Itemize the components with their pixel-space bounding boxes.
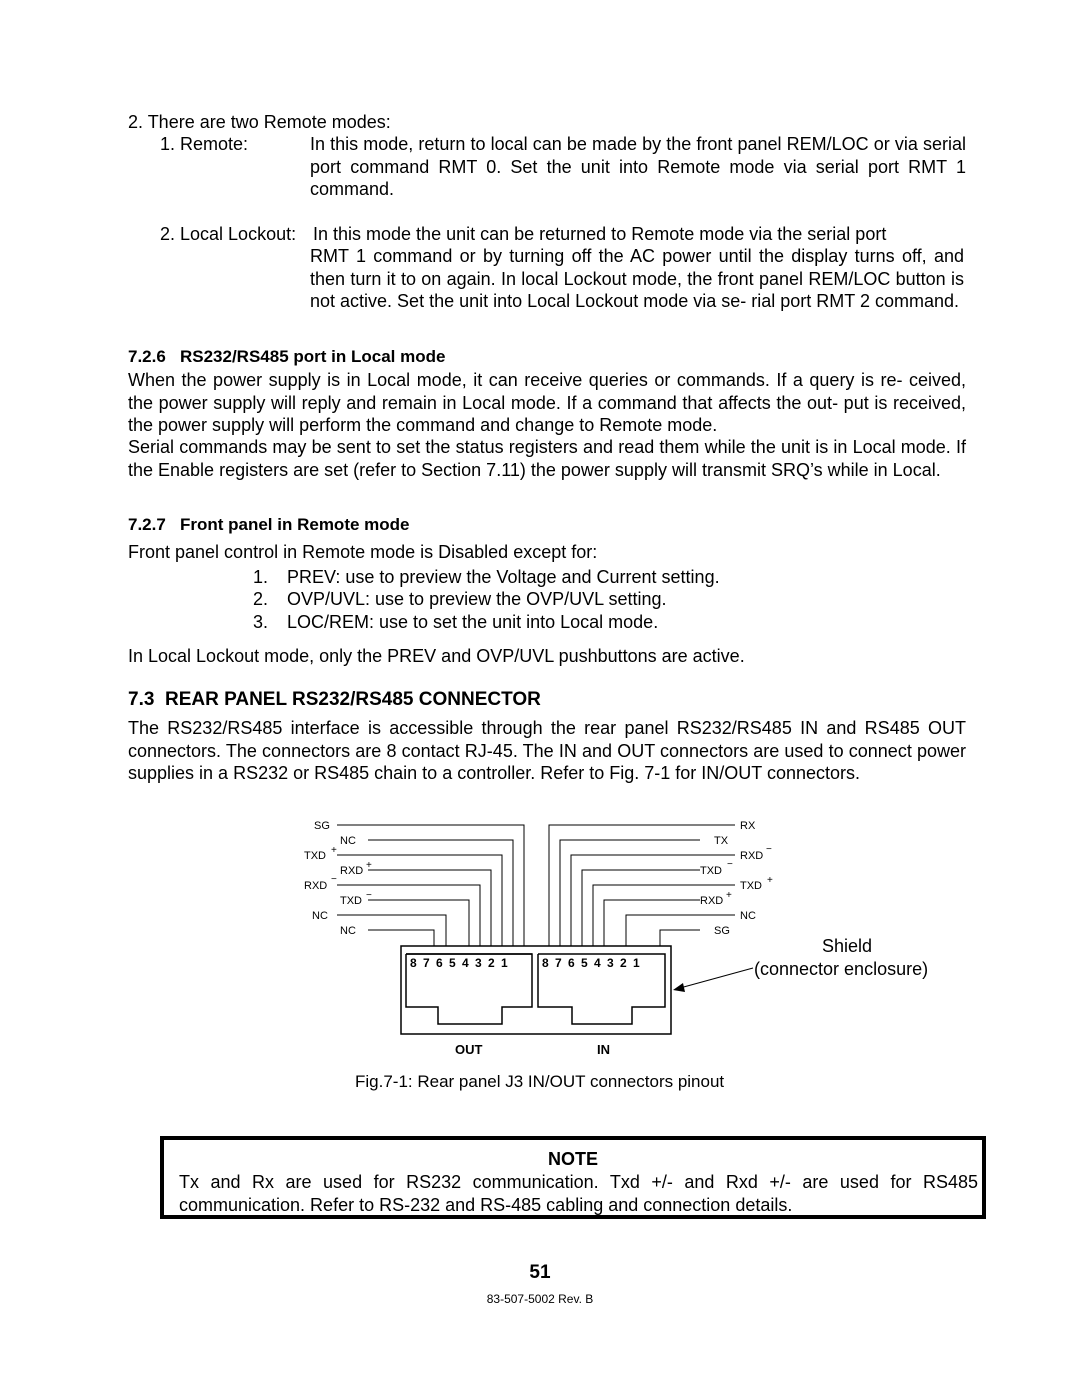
polarity-minus: − [766, 844, 772, 855]
list-item-text: OVP/UVL: use to preview the OVP/UVL setting. [287, 589, 667, 609]
polarity-plus: + [331, 845, 337, 856]
pin-label: TXD [740, 880, 762, 892]
out-label: OUT [455, 1042, 483, 1057]
document-number: 83-507-5002 Rev. B [486, 1292, 594, 1306]
in-label: IN [597, 1042, 610, 1057]
figure-caption: Fig.7-1: Rear panel J3 IN/OUT connectors pinout [355, 1072, 725, 1091]
pin-label: RXD [340, 865, 364, 877]
note-title: NOTE [547, 1149, 598, 1169]
remote-modes-intro: 2. There are two Remote modes: [128, 112, 391, 132]
section-726-heading: 7.2.6 RS232/RS485 port in Local mode [128, 347, 446, 366]
mode2-line1: In this mode the unit can be returned to Remote mode via the serial port [313, 224, 887, 244]
out-pin-numbers: 8 7 6 5 4 3 2 1 [410, 956, 510, 970]
note-text: Tx and Rx are used for RS232 communication. Txd +/- and Rxd +/- are used for RS485 communication. Refer to RS-232 and RS-485 cabling and connection details. [179, 1172, 978, 1215]
polarity-plus: + [366, 860, 372, 871]
list-item-number: 1. [253, 567, 269, 587]
pin-label: SG [714, 925, 730, 937]
pin-label: NC [340, 925, 356, 937]
polarity-plus: + [726, 890, 732, 901]
section-726-para1: When the power supply is in Local mode, it can receive queries or commands. If a query is re- ceived, the power supply will reply and remain in Local mode. If a command that affects the out- put is received, the power supply will perform the command and change to Remote mode. [128, 370, 966, 435]
mode2-label: 2. Local Lockout: [160, 224, 297, 244]
mode1-text: In this mode, return to local can be made by the front panel REM/LOC or via serial port command RMT 0. Set the unit into Remote mode via serial port RMT 1 command. [310, 134, 966, 199]
pin-label: RXD [740, 850, 764, 862]
in-pin-numbers: 8 7 6 5 4 3 2 1 [542, 956, 642, 970]
mode2-text: RMT 1 command or by turning off the AC power until the display turns off, and then turn it to on again. In local Lockout mode, the front panel REM/LOC button is not active. Set the unit into Local Lockout mode via se- rial port RMT 2 command. [310, 246, 964, 311]
section-73-body: The RS232/RS485 interface is accessible through the rear panel RS232/RS485 IN and RS485 OUT connectors. The connectors are 8 contact RJ-45. The IN and OUT connectors are used to connect power supplies in a RS232 or RS485 chain to a controller. Refer to Fig. 7-1 for IN/OUT connectors. [128, 718, 966, 783]
note-box [160, 1136, 986, 1219]
pin-label: TXD [304, 850, 326, 862]
list-item-number: 2. [253, 589, 269, 609]
section-727-intro: Front panel control in Remote mode is Disabled except for: [128, 542, 598, 562]
section-727-heading: 7.2.7 Front panel in Remote mode [128, 515, 410, 534]
pin-label: SG [314, 820, 330, 832]
pin-label: NC [312, 910, 328, 922]
connector-enclosure-label: (connector enclosure) [754, 959, 929, 979]
polarity-minus: − [366, 890, 372, 901]
shield-label: Shield [822, 936, 873, 956]
mode1-label: 1. Remote: [160, 134, 249, 154]
pin-label: TX [714, 835, 729, 847]
pin-label: TXD [700, 865, 722, 877]
pin-label: NC [340, 835, 356, 847]
list-item-text: PREV: use to preview the Voltage and Current setting. [287, 567, 720, 587]
lockout-note: In Local Lockout mode, only the PREV and OVP/UVL pushbuttons are active. [128, 646, 745, 666]
pin-label: NC [740, 910, 756, 922]
polarity-minus: − [331, 874, 337, 885]
section-73-heading: 7.3 REAR PANEL RS232/RS485 CONNECTOR [128, 689, 541, 710]
page-number: 51 [529, 1262, 551, 1283]
list-item-text: LOC/REM: use to set the unit into Local mode. [287, 612, 659, 632]
pin-label: RXD [304, 880, 328, 892]
list-item-number: 3. [253, 612, 269, 632]
polarity-plus: + [767, 875, 773, 886]
pin-label: TXD [340, 895, 362, 907]
pin-label: RX [740, 820, 756, 832]
polarity-minus: − [727, 859, 733, 870]
pin-label: RXD [700, 895, 724, 907]
section-726-para2: Serial commands may be sent to set the status registers and read them while the unit is in Local mode. If the Enable registers are set (refer to Section 7.11) the power supply will transmit SRQ’s while in Local. [128, 437, 966, 480]
